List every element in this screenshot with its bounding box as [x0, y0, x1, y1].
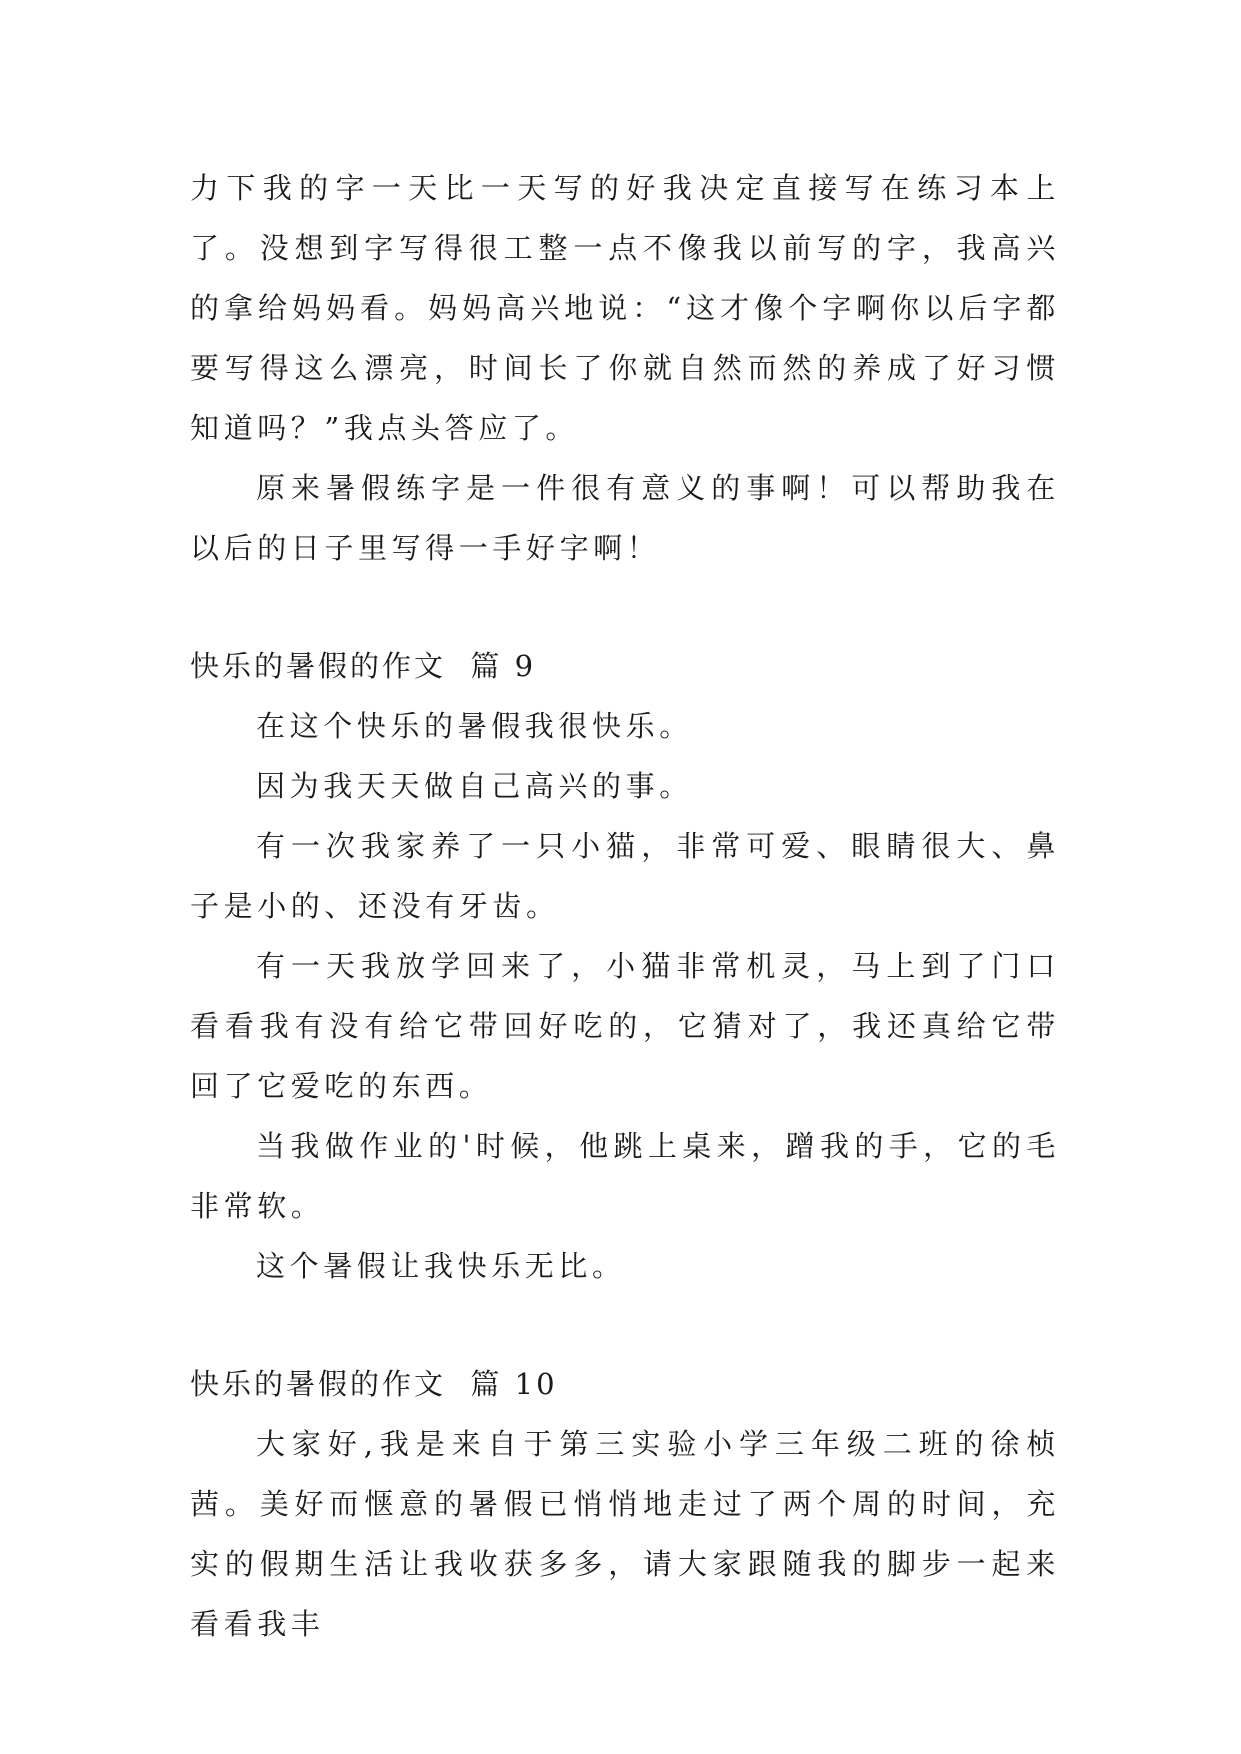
paragraph: 大家好,我是来自于第三实验小学三年级二班的徐桢茜。美好而惬意的暑假已悄悄地走过了两个周的时间，充实的假期生活让我收获多多，请大家跟随我的脚步一起来看看我丰: [190, 1427, 1060, 1641]
section-heading-10: 快乐的暑假的作文 篇 10: [190, 1367, 558, 1401]
paragraph: 有一次我家养了一只小猫，非常可爱、眼睛很大、鼻子是小的、还没有牙齿。: [190, 829, 1060, 923]
document-body: [190, 158, 1060, 1654]
paragraph: 在这个快乐的暑假我很快乐。: [256, 709, 693, 743]
paragraph-continuation: 力下我的字一天比一天写的好我决定直接写在练习本上了。没想到字写得很工整一点不像我以前写的字，我高兴的拿给妈妈看。妈妈高兴地说：“这才像个字啊你以后字都要写得这么漂亮，时间长了你就自然而然的养成了好习惯知道吗？”我点头答应了。: [190, 171, 1060, 445]
paragraph: 这个暑假让我快乐无比。: [256, 1249, 626, 1283]
paragraph: 有一天我放学回来了，小猫非常机灵，马上到了门口看看我有没有给它带回好吃的，它猜对了，我还真给它带回了它爱吃的东西。: [190, 949, 1060, 1103]
section-spacer: [190, 1296, 1060, 1354]
paragraph: 因为我天天做自己高兴的事。: [256, 769, 693, 803]
paragraph: 当我做作业的'时候，他跳上桌来，蹭我的手，它的毛非常软。: [190, 1129, 1060, 1223]
section-heading-9: 快乐的暑假的作文 篇 9: [190, 649, 537, 683]
section-spacer: [190, 578, 1060, 636]
paragraph-conclusion: 原来暑假练字是一件很有意义的事啊！可以帮助我在以后的日子里写得一手好字啊！: [190, 471, 1060, 565]
